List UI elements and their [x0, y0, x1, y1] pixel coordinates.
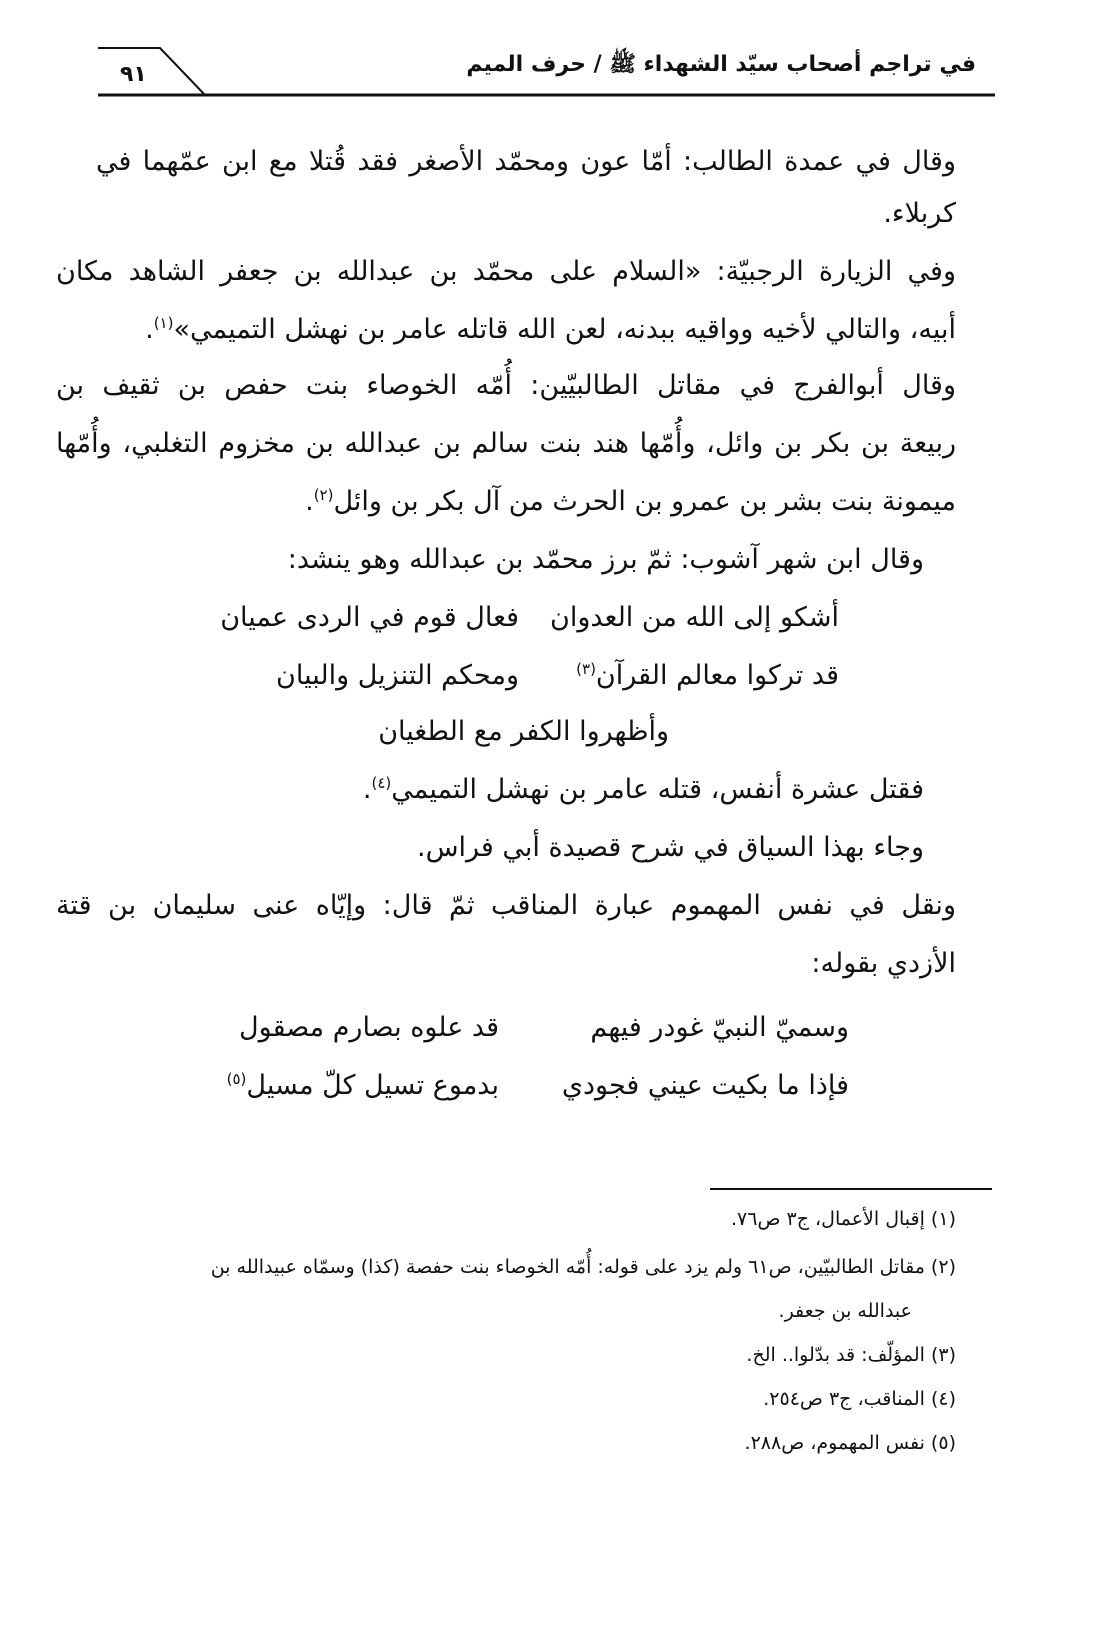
footnote-ref-4: (٤) [371, 774, 392, 792]
footnote-3: (٣) المؤلّف: قد بدّلوا.. الخ. [746, 1344, 956, 1366]
poem1-verse2-second-hemistich: ومحكم التنزيل والبيان [276, 660, 519, 691]
para2-line2-text: أبيه، والتالي لأخيه وواقيه ببدنه، لعن الله قاتله عامر بن نهشل التميمي» [173, 314, 956, 345]
poem2-verse2-first-hemistich: فإذا ما بكيت عيني فجودي [561, 1070, 849, 1101]
para3-line2: ربيعة بن بكر بن وائل، وأُمّها هند بنت سالم بن عبدالله بن مخزوم التغلبي، وأُمّها [56, 428, 956, 459]
footnote-2-line1: (٢) مقاتل الطالبيّين، ص٦١ ولم يزد على قوله: أُمّه الخوصاء بنت حفصة (كذا) وسمّاه عبيدالله بن [210, 1256, 956, 1278]
footnote-ref-5: (٥) [226, 1070, 247, 1088]
poem1-verse2-first-text: قد تركوا معالم القرآن [595, 660, 839, 691]
footnote-4: (٤) المناقب، ج٣ ص٢٥٤. [763, 1388, 956, 1410]
para6-line1: وجاء بهذا السياق في شرح قصيدة أبي فراس. [416, 832, 924, 863]
para7-line1: ونقل في نفس المهموم عبارة المناقب ثمّ قال: وإيّاه عنى سليمان بن قتة [56, 890, 956, 921]
footnote-2-line2: عبدالله بن جعفر. [778, 1300, 912, 1322]
para3-line3-text: ميمونة بنت بشر بن عمرو بن الحرث من آل بكر بن وائل [333, 486, 956, 517]
footnote-ref-1: (١) [153, 314, 174, 332]
footnote-separator [710, 1188, 992, 1190]
poem1-verse2-first-hemistich [576, 662, 839, 689]
page-number-frame [98, 48, 205, 95]
running-header-title: في تراجم أصحاب سيّد الشهداء ﷺ / حرف الميم [466, 52, 976, 77]
para4-line1: وقال ابن شهر آشوب: ثمّ برز محمّد بن عبدالله وهو ينشد: [287, 544, 924, 575]
para1-line2: كربلاء. [883, 198, 956, 229]
para2-line1: وفي الزيارة الرجبيّة: «السلام على محمّد بن عبدالله بن جعفر الشاهد مكان [56, 256, 956, 287]
para3-line1: وقال أبوالفرج في مقاتل الطالبيّين: أُمّه الخوصاء بنت حفص بن ثقيف بن [56, 370, 956, 401]
para3-line3-end: . [305, 486, 314, 517]
para2-line2-end: . [145, 314, 154, 345]
poem1-verse3: وأظهروا الكفر مع الطغيان [378, 716, 669, 747]
header-rule [0, 0, 1094, 110]
poem2-verse1-first-hemistich: وسميّ النبيّ غودر فيهم [590, 1012, 849, 1043]
poem2-verse2-second-text: بدموع تسيل كلّ مسيل [246, 1070, 499, 1101]
para5-line1 [363, 776, 924, 803]
poem1-verse1-first-hemistich: أشكو إلى الله من العدوان [550, 602, 839, 633]
page-number: ٩١ [120, 62, 147, 87]
para7-line2: الأزدي بقوله: [811, 948, 956, 979]
para5-line1-text: فقتل عشرة أنفس، قتله عامر بن نهشل التميمي [391, 774, 924, 805]
footnote-ref-3: (٣) [576, 660, 596, 678]
footnote-5: (٥) نفس المهموم، ص٢٨٨. [744, 1432, 956, 1454]
poem2-verse1-second-hemistich: قد علوه بصارم مصقول [239, 1012, 499, 1043]
footnote-1: (١) إقبال الأعمال، ج٣ ص٧٦. [731, 1208, 956, 1230]
para5-line1-end: . [362, 774, 372, 805]
poem1-verse1-second-hemistich: فعال قوم في الردى عميان [220, 602, 519, 633]
para2-line2 [145, 316, 956, 343]
footnote-ref-2: (٢) [313, 486, 334, 504]
para1-line1: وقال في عمدة الطالب: أمّا عون ومحمّد الأصغر فقد قُتلا مع ابن عمّهما في [96, 146, 956, 177]
poem2-verse2-second-hemistich [227, 1072, 499, 1099]
para3-line3 [305, 488, 956, 515]
